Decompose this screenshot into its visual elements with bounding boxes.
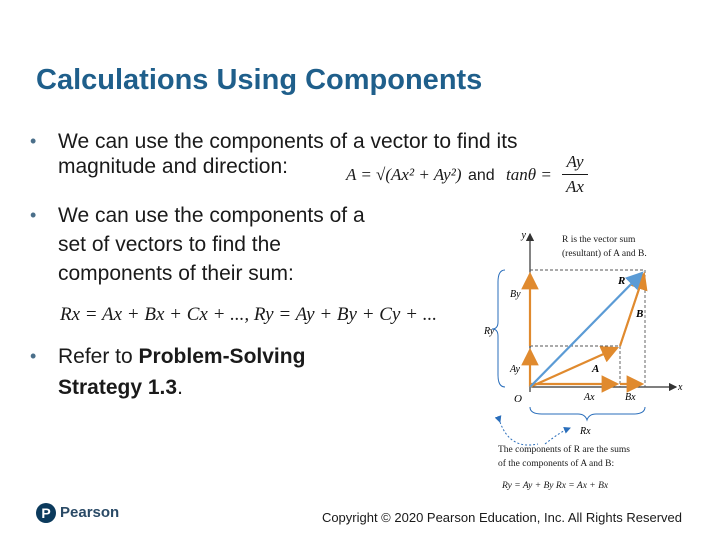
- strategy-link-part2: Strategy 1.3: [58, 376, 178, 399]
- pearson-logo-text: Pearson: [60, 504, 120, 521]
- label-ay: Ay: [510, 364, 520, 375]
- bullet-text-line2: [58, 375, 183, 400]
- bullet-text-line2: magnitude and direction:: [58, 155, 288, 178]
- dotted-pointer-left: [500, 422, 538, 445]
- copyright-notice: Copyright © 2020 Pearson Education, Inc. All Rights Reserved: [321, 510, 682, 525]
- origin-label: O: [514, 393, 522, 405]
- bullet-text-line3: components of their sum:: [58, 262, 294, 285]
- caption-top-line1: R is the vector sum: [562, 235, 636, 245]
- sum-equation: Rx = Ax + Bx + Cx + ..., Ry = Ay + By + Cy + ...: [60, 304, 437, 325]
- tan-equation-lhs: tanθ =: [506, 165, 552, 184]
- tan-denominator: Ax: [566, 177, 584, 196]
- tan-fraction: [562, 152, 588, 197]
- and-word: and: [468, 167, 495, 184]
- pearson-logo-icon: P: [36, 503, 56, 523]
- bullet-symbol: •: [30, 346, 37, 366]
- period: .: [177, 376, 183, 399]
- dotted-pointer-right: [545, 428, 570, 444]
- tan-numerator: Ay: [562, 152, 588, 175]
- caption-bottom-line2: of the components of A and B:: [498, 459, 615, 469]
- bullet-symbol: •: [30, 131, 37, 151]
- y-axis-label: y: [521, 230, 526, 241]
- caption-bottom-line1: The components of R are the sums: [498, 445, 630, 455]
- label-b: B: [636, 308, 644, 320]
- label-r: R: [618, 275, 626, 287]
- bullet-text-line1: [58, 344, 305, 369]
- bullet-text-line1: We can use the components of a: [58, 204, 365, 227]
- caption-bottom-line3: Ry = Ay + By Rx = Ax + Bx: [502, 481, 609, 491]
- label-a: A: [592, 363, 600, 375]
- label-bx: Bx: [625, 392, 636, 403]
- vector-a: [530, 348, 617, 387]
- vector-sum-figure: [480, 222, 700, 502]
- bullet-text-line2: set of vectors to find the: [58, 233, 281, 256]
- page-title: Calculations Using Components: [36, 64, 483, 96]
- rx-brace: [530, 407, 645, 420]
- refer-prefix: Refer to: [58, 345, 139, 368]
- label-ax: Ax: [584, 392, 595, 403]
- strategy-link-part1: Problem-Solving: [138, 345, 306, 368]
- bullet-text-line1: We can use the components of a vector to find its: [58, 130, 518, 153]
- ry-brace: [492, 270, 505, 387]
- x-axis-label: x: [678, 382, 683, 393]
- label-rx: Rx: [580, 426, 591, 437]
- caption-top-line2: (resultant) of A and B.: [562, 249, 647, 259]
- magnitude-equation: A = √(Ax² + Ay²): [346, 165, 462, 184]
- label-by: By: [510, 289, 521, 300]
- bullet-symbol: •: [30, 205, 37, 225]
- label-ry: Ry: [484, 326, 495, 337]
